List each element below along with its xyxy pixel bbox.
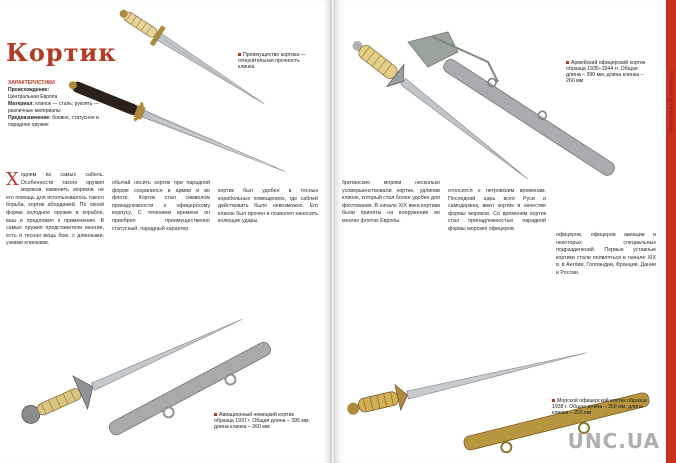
text-column-1: британские моряки несколько усовершенствовали кортик, удлинив клинок, который стал более удобен для фехтования. В начале XIX века кортики были приняты на вооружение во многих флотах Европы.: [342, 180, 440, 224]
sidebar-label: Холодное оружие мира: [668, 70, 674, 133]
left-page: [0, 0, 332, 463]
origin-value: Центральная Европа: [8, 94, 58, 100]
origin-label: Происхождение:: [8, 87, 50, 93]
right-page: [334, 0, 676, 463]
purpose-value: боевое, статусное и парадное оружие: [8, 115, 99, 128]
text-column-2: относится к петровским временам. Последний царь всея Руси и самодержец ввел кортик в качестве формы моряков. Со временем кортик стал принадлежностью парадной формы морских офицеров.: [448, 188, 546, 232]
watermark-logo: UNC.UA: [567, 429, 660, 453]
text-column-1: Ходним из самых сабель. Особенности такого оружия моряков изменить моряков не его помощь для использовалось такого борьба, кортик абордажей. По своей форме холодное оружие в корабле, ваш и предложил к применению. В самых оружия представители многие, есть и тесная вещь бою, с длинными, узкими клинками.: [6, 169, 104, 247]
caption-top: Армейский офицерский кортик образца 1935–1944 гг. Общая длина – 390 мм, длина клинка – 260 мм: [566, 60, 646, 84]
drop-cap: Х: [6, 169, 19, 190]
caption-bottom-center: Авиационный немецкий кортик образца 1937 г. Общая длина – 395 мм, длина клинка – 260 мм: [214, 412, 310, 430]
text-column-3: офицеров, офицеров авиации и некоторых специальных подразделений. Первые уставные кортики стали появляться в начале XIX в. в Англии, Голландии, Франции, Дании и России.: [556, 232, 656, 276]
text-column-2: обычай носить кортик при парадной форме сохранился в армии и во флоте. Кортик стал символом принадлежности к офицерскому корпусу. С течением времени он приобрел преимущественно статусный, парадный характер.: [112, 180, 210, 232]
caption-top-right: Преимущество кортика — относительная прочность клинка: [238, 52, 306, 70]
caption-bottom: Морской офицерский кортик образца 1938 г. Общая длина – 350 мм, длина клинка – 250 мм: [552, 398, 647, 416]
page-title: Кортик: [6, 38, 117, 67]
text-column-3: кортик был удобен в тесных корабельных помещениях, где саблей действовать было невозможно. Его клинок был прочен и позволял наносить колющие удары.: [218, 188, 318, 225]
purpose-label: Предназначение:: [8, 115, 51, 121]
specs-heading: ХАРАКТЕРИСТИКИ: [8, 80, 55, 86]
luftwaffe-dagger-illustration: [6, 310, 306, 460]
chapter-sidebar: [666, 0, 676, 463]
material-value: клинок — сталь; рукоять — различные материалы: [8, 101, 99, 114]
material-label: Материал:: [8, 101, 34, 107]
